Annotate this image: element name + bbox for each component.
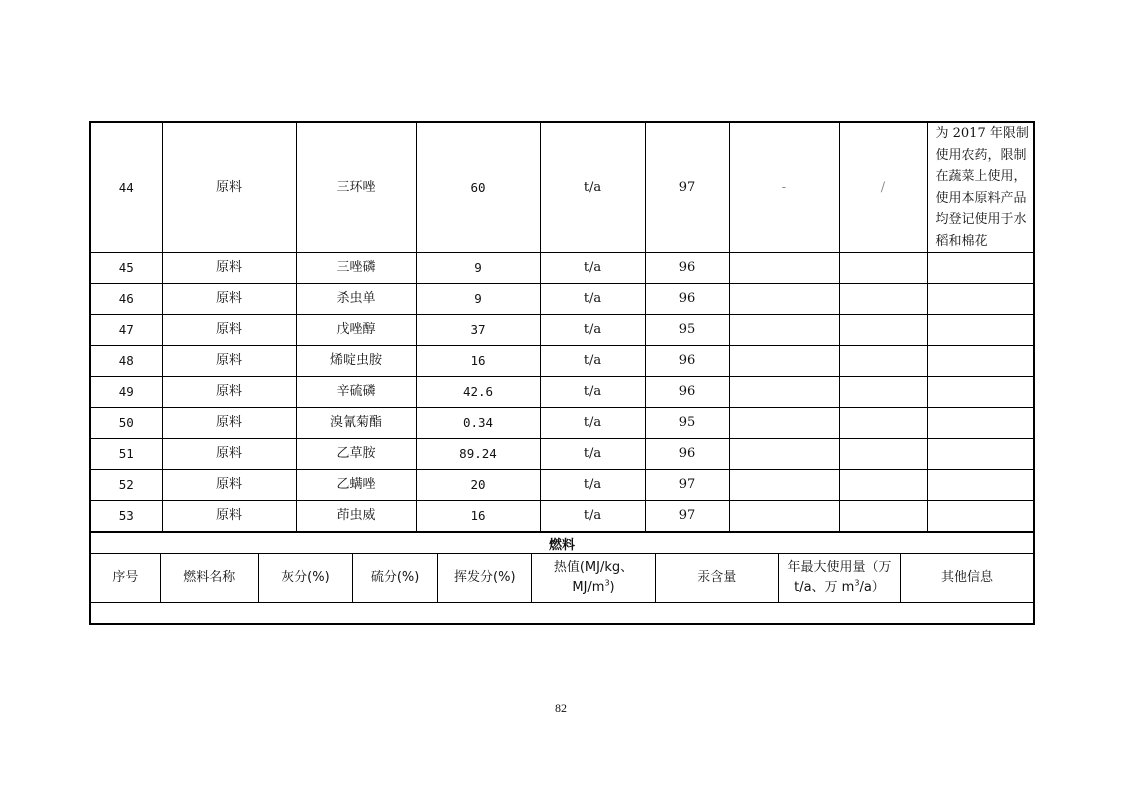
cell-unit: t/a [540, 284, 645, 315]
header-sulfur: 硫分(%) [353, 554, 438, 603]
cell-amount: 20 [416, 470, 540, 501]
document-page [89, 121, 1035, 625]
cell-note [927, 315, 1034, 346]
header-mercury: 汞含量 [655, 554, 778, 603]
cell-material-name: 烯啶虫胺 [296, 346, 416, 377]
cell-col7 [729, 470, 839, 501]
cell-category: 原料 [162, 408, 296, 439]
cell-category: 原料 [162, 315, 296, 346]
cell-note [927, 284, 1034, 315]
cell-material-name: 茚虫威 [296, 501, 416, 532]
table-row [90, 470, 1034, 501]
table-row [90, 346, 1034, 377]
cell-col8 [839, 253, 927, 284]
cell-amount: 89.24 [416, 439, 540, 470]
cell-unit: t/a [540, 470, 645, 501]
table-row [90, 377, 1034, 408]
header-fuel-name: 燃料名称 [160, 554, 258, 603]
cell-amount: 9 [416, 253, 540, 284]
cell-col7 [729, 346, 839, 377]
cell-col8 [839, 501, 927, 532]
cell-col8 [839, 439, 927, 470]
cell-col8 [839, 377, 927, 408]
cell-category: 原料 [162, 439, 296, 470]
cell-note [927, 501, 1034, 532]
table-row [90, 122, 1034, 253]
header-heat-value [532, 554, 655, 603]
header-heat-value-close: ) [609, 580, 615, 595]
cell-col8 [839, 470, 927, 501]
cell-category: 原料 [162, 346, 296, 377]
header-max-use-line2: t/a、万 m [794, 580, 855, 595]
table-row [90, 315, 1034, 346]
cell-material-name: 溴氰菊酯 [296, 408, 416, 439]
cell-material-name: 辛硫磷 [296, 377, 416, 408]
cell-material-name: 戊唑醇 [296, 315, 416, 346]
cell-material-name: 杀虫单 [296, 284, 416, 315]
header-volatile: 挥发分(%) [438, 554, 532, 603]
table-row [90, 501, 1034, 532]
header-max-use-line1: 年最大使用量（万 [787, 560, 892, 575]
cell-category: 原料 [162, 377, 296, 408]
cell-unit: t/a [540, 253, 645, 284]
cell-purity: 96 [645, 346, 729, 377]
raw-materials-table-body [90, 122, 1034, 532]
cell-unit: t/a [540, 439, 645, 470]
cell-col7 [729, 377, 839, 408]
cell-no: 52 [90, 470, 162, 501]
cell-unit: t/a [540, 377, 645, 408]
header-other-info: 其他信息 [901, 554, 1034, 603]
header-heat-value-line2: MJ/m [572, 580, 605, 595]
cell-col7 [729, 439, 839, 470]
cell-material-name: 乙螨唑 [296, 470, 416, 501]
table-row [90, 408, 1034, 439]
cell-unit: t/a [540, 346, 645, 377]
cell-category: 原料 [162, 284, 296, 315]
cell-col8 [839, 408, 927, 439]
cell-material-name: 乙草胺 [296, 439, 416, 470]
cell-category: 原料 [162, 501, 296, 532]
cell-col8 [839, 284, 927, 315]
cell-amount: 9 [416, 284, 540, 315]
cell-note [927, 408, 1034, 439]
cell-note [927, 346, 1034, 377]
cell-unit: t/a [540, 122, 645, 253]
cell-note [927, 253, 1034, 284]
fuel-section-row [90, 533, 1034, 554]
header-heat-value-line1: 热值(MJ/kg、 [553, 560, 634, 575]
cell-purity: 95 [645, 315, 729, 346]
cell-purity: 97 [645, 501, 729, 532]
cell-no: 46 [90, 284, 162, 315]
table-row [90, 284, 1034, 315]
cell-no: 51 [90, 439, 162, 470]
fuel-section-title: 燃料 [90, 533, 1034, 554]
header-max-use-close: /a） [859, 580, 885, 595]
cell-note: 为 2017 年限制使用农药，限制在蔬菜上使用，使用本原料产品均登记使用于水稻和棉花 [927, 122, 1034, 253]
header-max-use [778, 554, 900, 603]
cell-no: 49 [90, 377, 162, 408]
cell-amount: 42.6 [416, 377, 540, 408]
cell-note [927, 470, 1034, 501]
cell-no: 50 [90, 408, 162, 439]
cell-amount: 37 [416, 315, 540, 346]
cell-material-name: 三环唑 [296, 122, 416, 253]
cell-col7 [729, 253, 839, 284]
cell-amount: 0.34 [416, 408, 540, 439]
raw-materials-table [89, 121, 1035, 532]
cell-col8 [839, 346, 927, 377]
cell-purity: 96 [645, 253, 729, 284]
cell-note [927, 377, 1034, 408]
header-max-use-sup: 3 [854, 578, 860, 588]
cell-no: 45 [90, 253, 162, 284]
cell-no: 47 [90, 315, 162, 346]
cell-purity: 96 [645, 439, 729, 470]
cell-col8: / [839, 122, 927, 253]
page-number: 82 [555, 701, 567, 715]
cell-no: 53 [90, 501, 162, 532]
cell-col7: - [729, 122, 839, 253]
cell-category: 原料 [162, 122, 296, 253]
cell-note [927, 439, 1034, 470]
cell-amount: 60 [416, 122, 540, 253]
cell-amount: 16 [416, 501, 540, 532]
cell-col7 [729, 408, 839, 439]
cell-col7 [729, 284, 839, 315]
cell-unit: t/a [540, 501, 645, 532]
cell-no: 44 [90, 122, 162, 253]
fuel-empty-cell [90, 603, 1034, 625]
table-row [90, 439, 1034, 470]
cell-purity: 96 [645, 377, 729, 408]
fuel-header-row [90, 554, 1034, 603]
cell-amount: 16 [416, 346, 540, 377]
cell-unit: t/a [540, 408, 645, 439]
cell-material-name: 三唑磷 [296, 253, 416, 284]
fuel-table [89, 532, 1035, 625]
fuel-empty-row [90, 603, 1034, 625]
cell-col7 [729, 315, 839, 346]
cell-unit: t/a [540, 315, 645, 346]
header-heat-value-sup: 3 [604, 578, 610, 588]
cell-purity: 96 [645, 284, 729, 315]
cell-category: 原料 [162, 253, 296, 284]
cell-category: 原料 [162, 470, 296, 501]
cell-col7 [729, 501, 839, 532]
cell-no: 48 [90, 346, 162, 377]
header-ash: 灰分(%) [258, 554, 352, 603]
cell-purity: 97 [645, 470, 729, 501]
cell-purity: 97 [645, 122, 729, 253]
cell-col8 [839, 315, 927, 346]
cell-purity: 95 [645, 408, 729, 439]
header-no: 序号 [90, 554, 160, 603]
table-row [90, 253, 1034, 284]
